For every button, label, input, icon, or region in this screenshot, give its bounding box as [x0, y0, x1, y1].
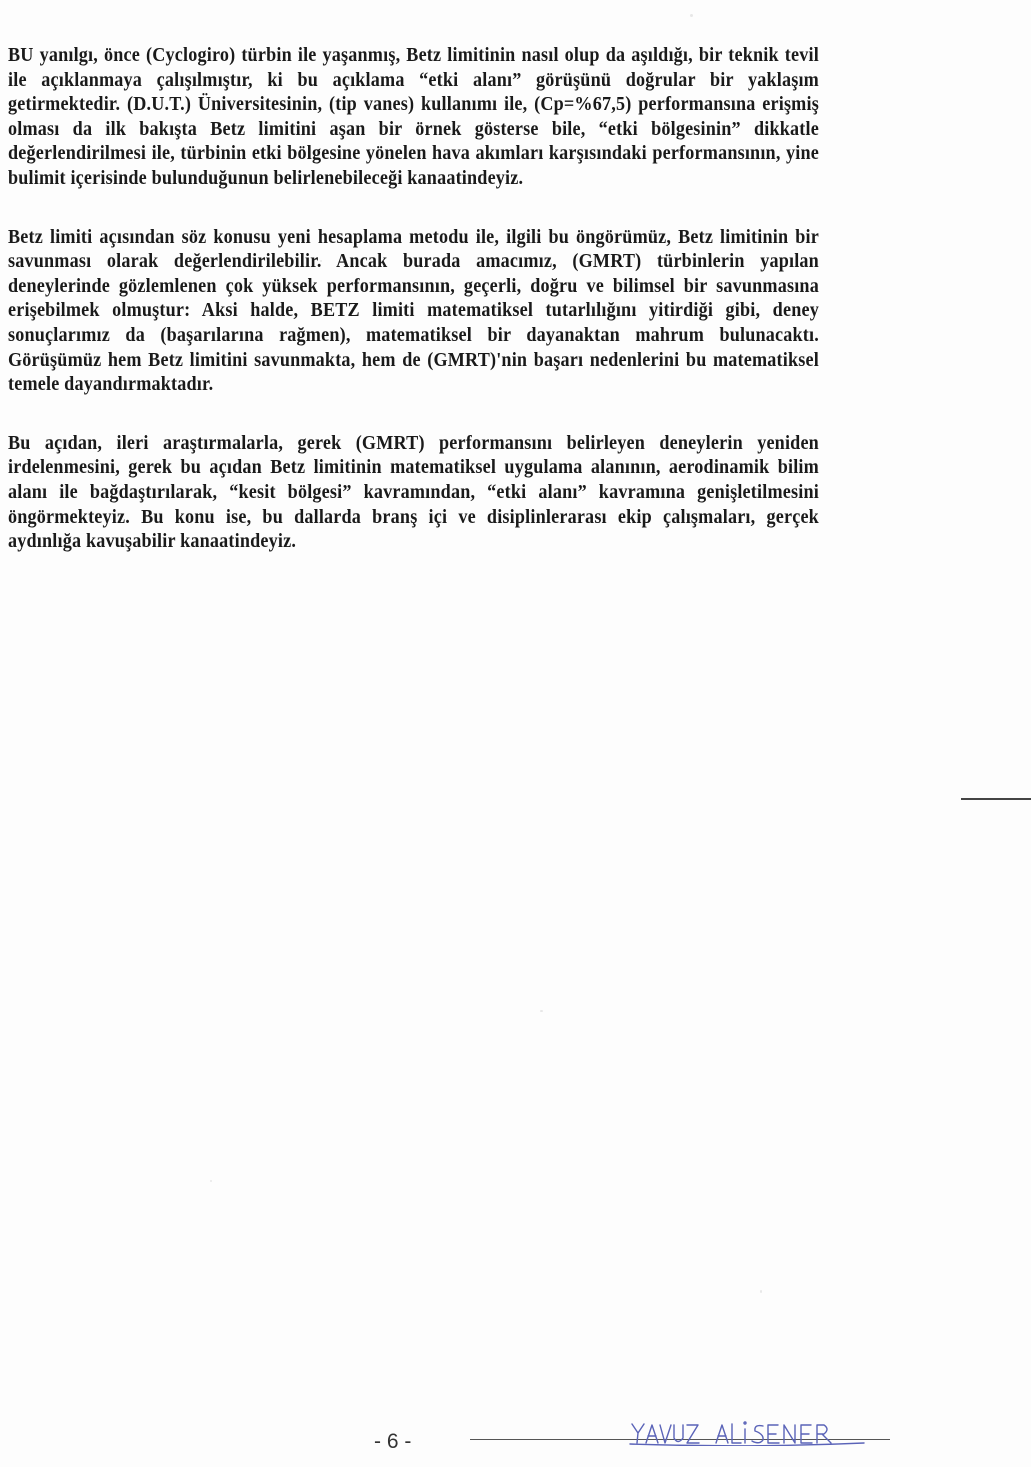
- scan-speck: [690, 14, 693, 17]
- scan-edge-mark: [961, 798, 1031, 800]
- paragraph-3: Bu açıdan, ileri araştırmalarla, gerek (GMRT) performansını belirleyen deneylerin yeniden irdelenmesini, gerek bu açıdan Betz limitinin matematiksel uygulama alanının, aerodinamik bilim alanı ile bağdaştırılarak, “kesit bölgesi” kavramından, “etki alanı” kavramına genişletilmesini öngörmekteyiz. Bu konu ise, bu dallarda branş içi ve disiplinlerarası ekip çalışmaları, gerçek aydınlığa kavuşabilir kanaatindeyiz.: [8, 432, 819, 553]
- paragraph-1: BU yanılgı, önce (Cyclogiro) türbin ile yaşanmış, Betz limitinin nasıl olup da aşıldığı, bir teknik tevil ile açıklanmaya çalışılmıştır, ki bu açıklama “etki alanı” görüşünü doğrular bir yaklaşım getirmektedir. (D.U.T.) Üniversitesinin, (tip vanes) kullanımı ile, (Cp=%67,5) performansına erişmiş olması da ilk bakışta Betz limitini aşan bir örnek gösterse bile, “etki bölgesinin” dikkatle değerlendirilmesi ile, türbinin etki bölgesine yönelen hava akımları karşısındaki performansının, yine bulimit içerisinde bulunduğunun belirlenebileceği kanaatindeyiz.: [8, 45, 819, 189]
- paragraph-2: Betz limiti açısından söz konusu yeni hesaplama metodu ile, ilgili bu öngörümüz, Betz limitinin bir savunması olarak değerlendirilebilir. Ancak burada amacımız, (GMRT) türbinlerin yapılan deneylerinde gözlemlenen çok yüksek performansının, geçerli, doğru ve bilimsel bir savunmasına erişebilmek olmuştur: Aksi halde, BETZ limiti matematiksel tutarlılığını yitirdiği gibi, deney sonuçlarımız da (başarılarına rağmen), matematiksel bir dayanaktan mahrum bulunacaktı. Görüşümüz hem Betz limitini savunmakta, hem de (GMRT)'nin başarı nedenlerini bu matematiksel temele dayandırmaktadır.: [8, 226, 819, 396]
- document-body: [8, 44, 819, 589]
- scan-speck: [540, 1010, 543, 1012]
- scan-speck: [760, 1290, 762, 1293]
- scan-speck: [210, 1180, 212, 1182]
- page-number: - 6 -: [374, 1430, 412, 1453]
- handwritten-signature: [628, 1420, 878, 1446]
